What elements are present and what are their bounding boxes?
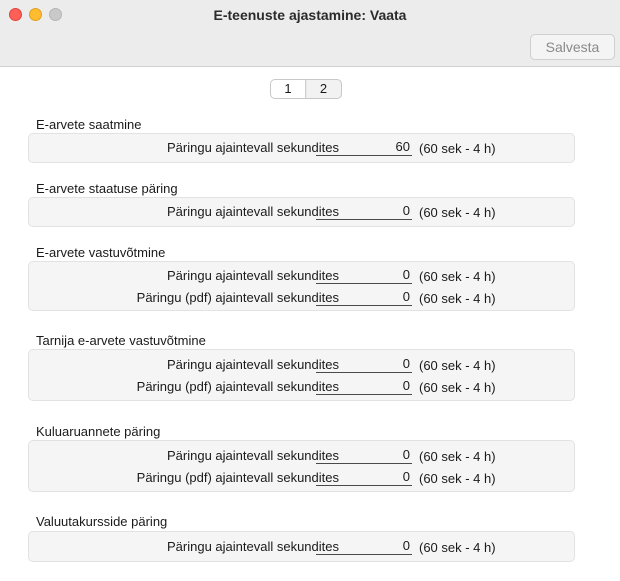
pdf-interval-input[interactable]: 0 xyxy=(316,289,412,306)
interval-range-hint: (60 sek - 4 h) xyxy=(419,540,496,555)
interval-range-hint: (60 sek - 4 h) xyxy=(419,141,496,156)
interval-range-hint: (60 sek - 4 h) xyxy=(419,269,496,284)
interval-input[interactable]: 0 xyxy=(316,267,412,284)
settings-row xyxy=(29,139,576,157)
interval-label: Päringu ajaintevall sekundites xyxy=(167,204,339,219)
pdf-interval-range-hint: (60 sek - 4 h) xyxy=(419,380,496,395)
interval-input[interactable]: 0 xyxy=(316,538,412,555)
section-title-e-invoice-sending: E-arvete saatmine xyxy=(36,117,142,132)
interval-label: Päringu ajaintevall sekundites xyxy=(167,268,339,283)
interval-label: Päringu ajaintevall sekundites xyxy=(167,140,339,155)
pdf-interval-range-hint: (60 sek - 4 h) xyxy=(419,291,496,306)
settings-row xyxy=(29,469,576,487)
interval-label: Päringu ajaintevall sekundites xyxy=(167,357,339,372)
interval-range-hint: (60 sek - 4 h) xyxy=(419,449,496,464)
interval-input[interactable]: 0 xyxy=(316,447,412,464)
page-1-button[interactable]: 1 xyxy=(271,80,306,98)
pdf-interval-label: Päringu (pdf) ajaintevall sekundites xyxy=(136,290,339,305)
group-e-invoice-status xyxy=(28,197,575,227)
interval-input[interactable]: 0 xyxy=(316,203,412,220)
pdf-interval-input[interactable]: 0 xyxy=(316,378,412,395)
window-title: E-teenuste ajastamine: Vaata xyxy=(213,7,407,23)
settings-row xyxy=(29,289,576,307)
group-e-invoice-sending xyxy=(28,133,575,163)
group-expense-report-query xyxy=(28,440,575,492)
window-titlebar xyxy=(0,0,620,30)
pdf-interval-range-hint: (60 sek - 4 h) xyxy=(419,471,496,486)
section-title-expense-report-query: Kuluaruannete päring xyxy=(36,424,161,439)
section-title-exchange-rate-query: Valuutakursside päring xyxy=(36,514,168,529)
pdf-interval-label: Päringu (pdf) ajaintevall sekundites xyxy=(136,470,339,485)
group-e-invoice-receiving xyxy=(28,261,575,311)
section-title-e-invoice-status: E-arvete staatuse päring xyxy=(36,181,178,196)
settings-row xyxy=(29,356,576,374)
save-button[interactable]: Salvesta xyxy=(530,34,615,60)
pdf-interval-input[interactable]: 0 xyxy=(316,469,412,486)
toolbar xyxy=(0,30,620,67)
settings-row xyxy=(29,378,576,396)
interval-range-hint: (60 sek - 4 h) xyxy=(419,358,496,373)
pdf-interval-label: Päringu (pdf) ajaintevall sekundites xyxy=(136,379,339,394)
interval-label: Päringu ajaintevall sekundites xyxy=(167,539,339,554)
group-supplier-e-invoice-receiving xyxy=(28,349,575,401)
interval-input[interactable]: 0 xyxy=(316,356,412,373)
settings-row xyxy=(29,538,576,556)
settings-row xyxy=(29,203,576,221)
section-title-e-invoice-receiving: E-arvete vastuvõtmine xyxy=(36,245,166,260)
settings-row xyxy=(29,447,576,465)
page-switcher xyxy=(270,79,342,99)
page-2-button[interactable]: 2 xyxy=(319,81,328,96)
interval-range-hint: (60 sek - 4 h) xyxy=(419,205,496,220)
interval-label: Päringu ajaintevall sekundites xyxy=(167,448,339,463)
group-exchange-rate-query xyxy=(28,531,575,562)
settings-row xyxy=(29,267,576,285)
interval-input[interactable]: 60 xyxy=(316,139,412,156)
section-title-supplier-e-invoice-receiving: Tarnija e-arvete vastuvõtmine xyxy=(36,333,206,348)
